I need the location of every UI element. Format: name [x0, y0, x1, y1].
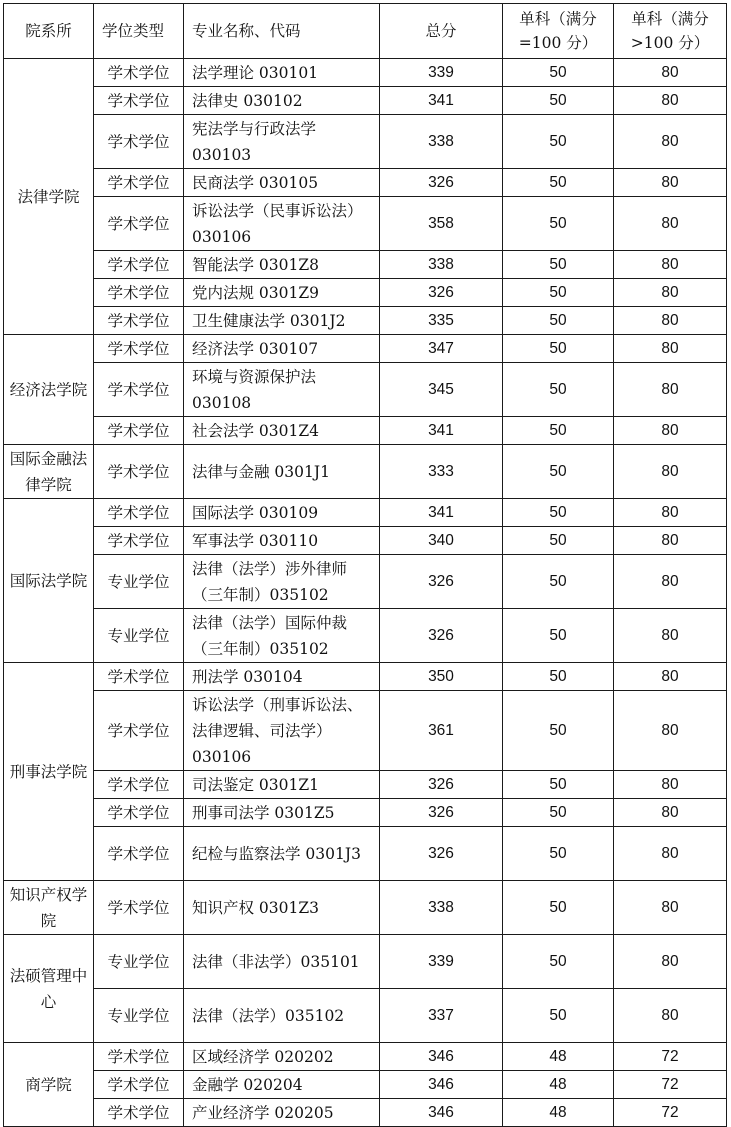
table-row: [4, 1099, 727, 1127]
table-row: [4, 363, 727, 417]
major-cell: 刑事司法学 0301Z5: [184, 799, 380, 827]
degree-type-cell: 专业学位: [94, 989, 184, 1043]
total-score-cell: 326: [380, 827, 503, 881]
table-row: [4, 989, 727, 1043]
dept-cell: 商学院: [4, 1043, 94, 1127]
total-score-cell: 338: [380, 881, 503, 935]
single-100-cell: 50: [503, 663, 614, 691]
major-cell: 诉讼法学（民事诉讼法）030106: [184, 197, 380, 251]
major-cell: 法律史 030102: [184, 87, 380, 115]
single-100-cell: 50: [503, 827, 614, 881]
total-score-cell: 335: [380, 307, 503, 335]
header-total: 总分: [380, 4, 503, 59]
single-over100-cell: 80: [614, 555, 727, 609]
major-cell: 环境与资源保护法 030108: [184, 363, 380, 417]
total-score-cell: 346: [380, 1099, 503, 1127]
total-score-cell: 326: [380, 799, 503, 827]
table-row: [4, 527, 727, 555]
single-100-cell: 50: [503, 691, 614, 771]
major-cell: 卫生健康法学 0301J2: [184, 307, 380, 335]
degree-type-cell: 学术学位: [94, 827, 184, 881]
single-over100-cell: 80: [614, 307, 727, 335]
single-100-cell: 50: [503, 87, 614, 115]
major-cell: 法律（法学）国际仲裁（三年制）035102: [184, 609, 380, 663]
total-score-cell: 339: [380, 59, 503, 87]
header-row: [4, 4, 727, 59]
single-over100-cell: 72: [614, 1099, 727, 1127]
table-row: [4, 251, 727, 279]
major-cell: 法律与金融 0301J1: [184, 445, 380, 499]
single-over100-cell: 80: [614, 445, 727, 499]
degree-type-cell: 学术学位: [94, 169, 184, 197]
major-cell: 宪法学与行政法学 030103: [184, 115, 380, 169]
major-cell: 法律（法学）涉外律师（三年制）035102: [184, 555, 380, 609]
single-over100-cell: 72: [614, 1043, 727, 1071]
table-row: [4, 663, 727, 691]
degree-type-cell: 学术学位: [94, 279, 184, 307]
table-row: [4, 691, 727, 771]
single-over100-cell: 80: [614, 609, 727, 663]
single-100-cell: 50: [503, 799, 614, 827]
single-over100-cell: 80: [614, 169, 727, 197]
total-score-cell: 326: [380, 169, 503, 197]
major-cell: 产业经济学 020205: [184, 1099, 380, 1127]
major-cell: 民商法学 030105: [184, 169, 380, 197]
degree-type-cell: 学术学位: [94, 115, 184, 169]
degree-type-cell: 学术学位: [94, 307, 184, 335]
single-over100-cell: 80: [614, 663, 727, 691]
major-cell: 法律（法学）035102: [184, 989, 380, 1043]
single-over100-cell: 80: [614, 935, 727, 989]
single-over100-cell: 80: [614, 87, 727, 115]
degree-type-cell: 学术学位: [94, 663, 184, 691]
degree-type-cell: 学术学位: [94, 1071, 184, 1099]
total-score-cell: 346: [380, 1071, 503, 1099]
total-score-cell: 358: [380, 197, 503, 251]
total-score-cell: 340: [380, 527, 503, 555]
major-cell: 金融学 020204: [184, 1071, 380, 1099]
single-over100-cell: 80: [614, 989, 727, 1043]
single-over100-cell: 80: [614, 197, 727, 251]
degree-type-cell: 学术学位: [94, 1099, 184, 1127]
degree-type-cell: 学术学位: [94, 881, 184, 935]
dept-cell: 经济法学院: [4, 335, 94, 445]
single-over100-cell: 80: [614, 771, 727, 799]
score-table-body: [4, 4, 727, 1127]
single-100-cell: 50: [503, 445, 614, 499]
single-over100-cell: 80: [614, 115, 727, 169]
single-over100-cell: 80: [614, 799, 727, 827]
major-cell: 军事法学 030110: [184, 527, 380, 555]
score-table: [3, 3, 727, 1127]
total-score-cell: 347: [380, 335, 503, 363]
single-100-cell: 50: [503, 609, 614, 663]
dept-cell: 法硕管理中心: [4, 935, 94, 1043]
total-score-cell: 326: [380, 555, 503, 609]
table-row: [4, 771, 727, 799]
single-over100-cell: 80: [614, 827, 727, 881]
major-cell: 国际法学 030109: [184, 499, 380, 527]
total-score-cell: 338: [380, 115, 503, 169]
total-score-cell: 345: [380, 363, 503, 417]
single-over100-cell: 80: [614, 881, 727, 935]
single-over100-cell: 80: [614, 335, 727, 363]
major-cell: 知识产权 0301Z3: [184, 881, 380, 935]
major-cell: 区域经济学 020202: [184, 1043, 380, 1071]
total-score-cell: 341: [380, 499, 503, 527]
total-score-cell: 333: [380, 445, 503, 499]
total-score-cell: 339: [380, 935, 503, 989]
dept-cell: 国际法学院: [4, 499, 94, 663]
major-cell: 刑法学 030104: [184, 663, 380, 691]
header-degree-type: 学位类型: [94, 4, 184, 59]
table-row: [4, 197, 727, 251]
table-row: [4, 799, 727, 827]
single-over100-cell: 80: [614, 279, 727, 307]
table-row: [4, 115, 727, 169]
single-over100-cell: 80: [614, 527, 727, 555]
single-100-cell: 50: [503, 279, 614, 307]
single-100-cell: 50: [503, 335, 614, 363]
table-row: [4, 445, 727, 499]
single-over100-cell: 80: [614, 251, 727, 279]
degree-type-cell: 学术学位: [94, 335, 184, 363]
header-single-100: 单科（满分=100 分）: [503, 4, 614, 59]
single-100-cell: 50: [503, 881, 614, 935]
single-100-cell: 48: [503, 1099, 614, 1127]
total-score-cell: 326: [380, 279, 503, 307]
degree-type-cell: 专业学位: [94, 609, 184, 663]
table-row: [4, 169, 727, 197]
single-100-cell: 50: [503, 555, 614, 609]
header-major: 专业名称、代码: [184, 4, 380, 59]
single-100-cell: 50: [503, 363, 614, 417]
major-cell: 纪检与监察法学 0301J3: [184, 827, 380, 881]
dept-cell: 刑事法学院: [4, 663, 94, 881]
single-over100-cell: 80: [614, 363, 727, 417]
major-cell: 诉讼法学（刑事诉讼法、法律逻辑、司法学）030106: [184, 691, 380, 771]
total-score-cell: 346: [380, 1043, 503, 1071]
single-100-cell: 50: [503, 169, 614, 197]
major-cell: 经济法学 030107: [184, 335, 380, 363]
dept-cell: 知识产权学院: [4, 881, 94, 935]
header-dept: 院系所: [4, 4, 94, 59]
table-row: [4, 499, 727, 527]
major-cell: 司法鉴定 0301Z1: [184, 771, 380, 799]
table-row: [4, 609, 727, 663]
major-cell: 党内法规 0301Z9: [184, 279, 380, 307]
degree-type-cell: 学术学位: [94, 87, 184, 115]
degree-type-cell: 学术学位: [94, 251, 184, 279]
single-100-cell: 50: [503, 935, 614, 989]
table-row: [4, 881, 727, 935]
major-cell: 智能法学 0301Z8: [184, 251, 380, 279]
total-score-cell: 338: [380, 251, 503, 279]
table-row: [4, 279, 727, 307]
single-over100-cell: 80: [614, 691, 727, 771]
header-single-over100: 单科（满分>100 分）: [614, 4, 727, 59]
single-100-cell: 48: [503, 1071, 614, 1099]
table-row: [4, 827, 727, 881]
table-row: [4, 335, 727, 363]
table-row: [4, 1071, 727, 1099]
degree-type-cell: 学术学位: [94, 691, 184, 771]
dept-cell: 法律学院: [4, 59, 94, 335]
degree-type-cell: 学术学位: [94, 771, 184, 799]
total-score-cell: 337: [380, 989, 503, 1043]
degree-type-cell: 学术学位: [94, 197, 184, 251]
total-score-cell: 341: [380, 87, 503, 115]
single-100-cell: 50: [503, 59, 614, 87]
table-row: [4, 1043, 727, 1071]
degree-type-cell: 学术学位: [94, 527, 184, 555]
degree-type-cell: 学术学位: [94, 445, 184, 499]
dept-cell: 国际金融法律学院: [4, 445, 94, 499]
single-100-cell: 50: [503, 197, 614, 251]
single-100-cell: 50: [503, 989, 614, 1043]
single-100-cell: 48: [503, 1043, 614, 1071]
table-row: [4, 935, 727, 989]
total-score-cell: 350: [380, 663, 503, 691]
single-over100-cell: 72: [614, 1071, 727, 1099]
total-score-cell: 326: [380, 771, 503, 799]
major-cell: 法律（非法学）035101: [184, 935, 380, 989]
degree-type-cell: 学术学位: [94, 363, 184, 417]
degree-type-cell: 学术学位: [94, 417, 184, 445]
degree-type-cell: 学术学位: [94, 799, 184, 827]
single-over100-cell: 80: [614, 59, 727, 87]
table-row: [4, 555, 727, 609]
table-row: [4, 87, 727, 115]
total-score-cell: 341: [380, 417, 503, 445]
table-row: [4, 417, 727, 445]
table-row: [4, 59, 727, 87]
major-cell: 法学理论 030101: [184, 59, 380, 87]
single-100-cell: 50: [503, 307, 614, 335]
degree-type-cell: 专业学位: [94, 935, 184, 989]
degree-type-cell: 专业学位: [94, 555, 184, 609]
degree-type-cell: 学术学位: [94, 59, 184, 87]
single-100-cell: 50: [503, 115, 614, 169]
single-100-cell: 50: [503, 417, 614, 445]
single-over100-cell: 80: [614, 417, 727, 445]
single-100-cell: 50: [503, 499, 614, 527]
single-100-cell: 50: [503, 527, 614, 555]
degree-type-cell: 学术学位: [94, 1043, 184, 1071]
total-score-cell: 326: [380, 609, 503, 663]
total-score-cell: 361: [380, 691, 503, 771]
single-over100-cell: 80: [614, 499, 727, 527]
major-cell: 社会法学 0301Z4: [184, 417, 380, 445]
degree-type-cell: 学术学位: [94, 499, 184, 527]
single-100-cell: 50: [503, 771, 614, 799]
table-row: [4, 307, 727, 335]
single-100-cell: 50: [503, 251, 614, 279]
